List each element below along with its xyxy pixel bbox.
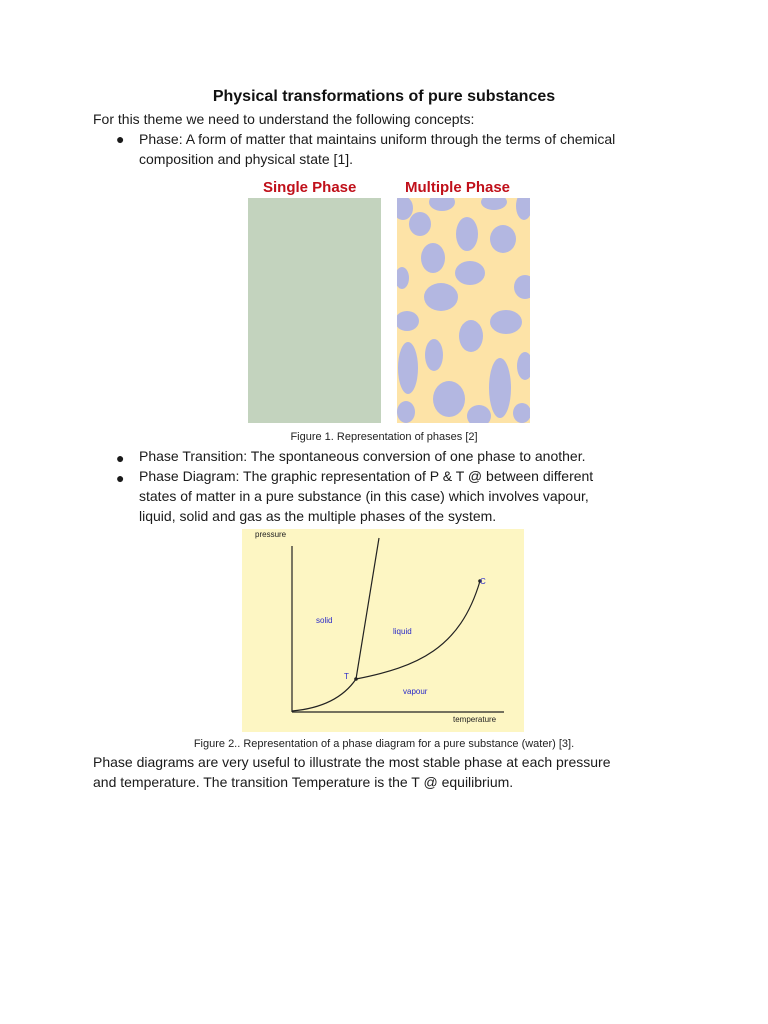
triple-point-marker (354, 677, 358, 681)
y-axis-label: pressure (255, 530, 287, 539)
vapour-region-label: vapour (403, 687, 428, 696)
bullet-marker: ● (116, 450, 125, 466)
bullet-phase-transition: Phase Transition: The spontaneous conversion of one phase to another. (139, 448, 586, 464)
page-title: Physical transformations of pure substances (212, 88, 556, 105)
closing-paragraph-line2: and temperature. The transition Temperature is the T @ equilibrium. (93, 774, 514, 790)
figure1-caption: Figure 1. Representation of phases [2] (290, 431, 478, 443)
phase-diagram-background (242, 529, 524, 732)
bullet-phase-line2: composition and physical state [1]. (139, 151, 354, 167)
triple-point-label: T (344, 672, 349, 681)
liquid-region-label: liquid (393, 627, 412, 636)
bullet-phase-diagram (139, 466, 679, 526)
single-phase-label: Single Phase (263, 179, 357, 196)
closing-paragraph-line1: Phase diagrams are very useful to illustrate the most stable phase at each pressure (93, 754, 611, 770)
figure2-caption: Figure 2.. Representation of a phase diagram for a pure substance (water) [3]. (193, 738, 575, 750)
bullet-phase-diagram-line3: liquid, solid and gas as the multiple phases of the system. (139, 508, 497, 524)
solid-region-label: solid (316, 616, 333, 625)
bullet-marker: ● (116, 470, 125, 486)
closing-paragraph (93, 752, 673, 792)
phase-diagram (242, 529, 524, 732)
x-axis-label: temperature (453, 715, 497, 724)
single-phase-panel (248, 198, 381, 423)
bullet-phase-diagram-line2: states of matter in a pure substance (in this case) which involves vapour, (139, 488, 589, 504)
multiple-phase-label: Multiple Phase (405, 179, 511, 196)
multiple-phase-panel (397, 198, 530, 423)
bullet-phase-line1: Phase: A form of matter that maintains uniform through the terms of chemical (139, 131, 616, 147)
bullet-marker: ● (116, 131, 125, 147)
critical-point-label: C (480, 577, 486, 586)
bullet-phase (139, 129, 679, 169)
bullet-phase-diagram-line1: Phase Diagram: The graphic representation of P & T @ between different (139, 468, 594, 484)
intro-text: For this theme we need to understand the following concepts: (93, 111, 475, 127)
